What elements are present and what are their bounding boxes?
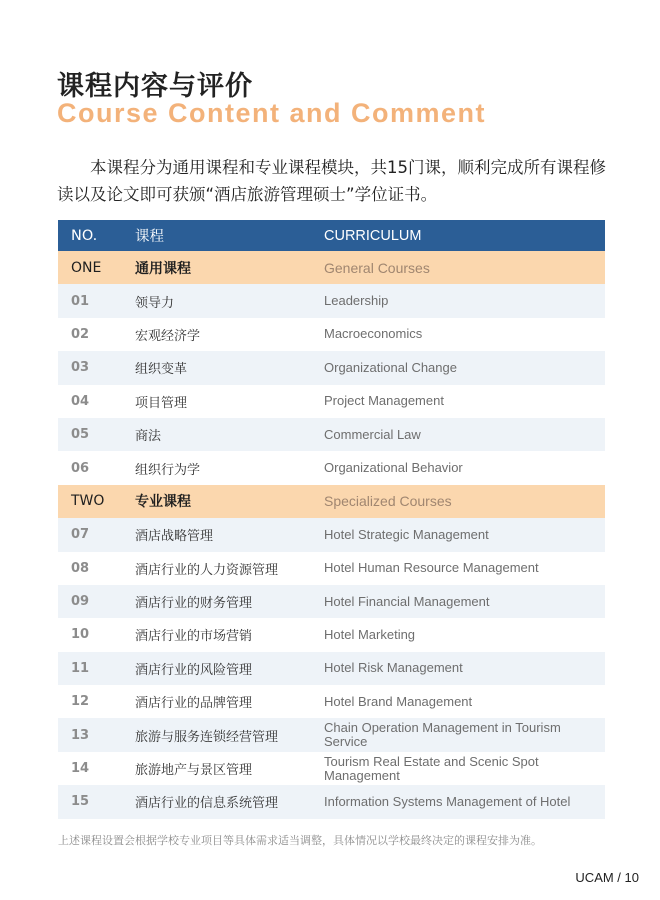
row-number: 14: [71, 761, 90, 777]
course-name-en: Information Systems Management of Hotel: [324, 793, 571, 809]
row-number: 02: [71, 326, 90, 342]
table-row: [58, 418, 605, 451]
course-name-en: Leadership: [324, 293, 389, 309]
course-name-cn: 组织行为学: [135, 462, 201, 478]
course-name-cn: 专业课程: [135, 494, 191, 511]
course-name-en: Organizational Change: [324, 359, 457, 375]
table-row: [58, 585, 605, 618]
row-number: 07: [71, 527, 90, 543]
page-subtitle: Course Content and Comment: [57, 98, 487, 128]
course-name-en: Organizational Behavior: [324, 460, 463, 476]
header-course: 课程: [135, 229, 164, 245]
course-name-cn: 酒店行业的信息系统管理: [135, 796, 279, 812]
course-name-en: Chain Operation Management in Tourism Service: [324, 720, 561, 750]
page-title: 课程内容与评价: [57, 71, 253, 102]
row-number: TWO: [71, 493, 105, 510]
table-header: [58, 220, 605, 251]
course-name-en: Hotel Human Resource Management: [324, 560, 539, 576]
section-row: [58, 485, 605, 518]
table-row: [58, 318, 605, 351]
course-name-cn: 酒店行业的人力资源管理: [135, 562, 279, 578]
course-name-cn: 酒店行业的财务管理: [135, 596, 253, 612]
course-name-en: Project Management: [324, 393, 444, 409]
course-name-cn: 酒店战略管理: [135, 529, 214, 545]
intro-paragraph: 本课程分为通用课程和专业课程模块，共15门课，顺利完成所有课程修读以及论文即可获颁“酒店旅游管理硕士”学位证书。: [57, 158, 606, 204]
row-number: 15: [71, 794, 90, 810]
course-name-cn: 旅游地产与景区管理: [135, 763, 253, 779]
table-row: [58, 785, 605, 818]
row-number: 10: [71, 627, 90, 643]
course-name-cn: 商法: [135, 429, 162, 445]
course-name-en: Hotel Strategic Management: [324, 526, 489, 542]
table-row: [58, 351, 605, 384]
table-row: [58, 718, 605, 751]
header-no: NO.: [71, 227, 98, 244]
row-number: 01: [71, 293, 90, 309]
course-name-en: Hotel Brand Management: [324, 693, 473, 709]
course-name-en: Hotel Risk Management: [324, 660, 463, 676]
course-name-en: Hotel Financial Management: [324, 593, 490, 609]
row-number: 11: [71, 660, 90, 676]
table-row: [58, 284, 605, 317]
table-row: [58, 618, 605, 651]
row-number: 09: [71, 594, 90, 610]
table-body: [58, 251, 605, 819]
row-number: ONE: [71, 259, 102, 276]
course-name-en: Hotel Marketing: [324, 626, 416, 642]
table-row: [58, 752, 605, 785]
course-name-en: Commercial Law: [324, 426, 421, 442]
row-number: 06: [71, 460, 90, 476]
header-curriculum: CURRICULUM: [324, 227, 422, 244]
course-name-cn: 酒店行业的品牌管理: [135, 696, 253, 712]
table-row: [58, 451, 605, 484]
row-number: 13: [71, 727, 90, 743]
table-row: [58, 385, 605, 418]
page-number: UCAM / 10: [575, 870, 639, 885]
course-name-cn: 组织变革: [135, 362, 188, 378]
section-row: [58, 251, 605, 284]
table-row: [58, 685, 605, 718]
row-number: 03: [71, 360, 90, 376]
table-row: [58, 552, 605, 585]
row-number: 05: [71, 427, 90, 443]
course-name-cn: 酒店行业的市场营销: [135, 629, 253, 645]
row-number: 04: [71, 393, 90, 409]
row-number: 12: [71, 694, 90, 710]
course-name-en: Specialized Courses: [324, 493, 452, 510]
table-row: [58, 518, 605, 551]
course-name-en: Tourism Real Estate and Scenic Spot Management: [324, 753, 539, 783]
course-name-cn: 宏观经济学: [135, 328, 201, 344]
course-name-cn: 项目管理: [135, 395, 188, 411]
footnote: 上述课程设置会根据学校专业项目等具体需求适当调整，具体情况以学校最终决定的课程安排为准。: [58, 834, 542, 847]
course-name-en: Macroeconomics: [324, 326, 423, 342]
course-name-cn: 酒店行业的风险管理: [135, 662, 253, 678]
course-name-cn: 旅游与服务连锁经营管理: [135, 729, 279, 745]
row-number: 08: [71, 560, 90, 576]
course-name-cn: 领导力: [135, 295, 175, 311]
course-name-en: General Courses: [324, 259, 430, 276]
course-table: [58, 220, 605, 819]
table-row: [58, 652, 605, 685]
course-name-cn: 通用课程: [135, 260, 191, 277]
